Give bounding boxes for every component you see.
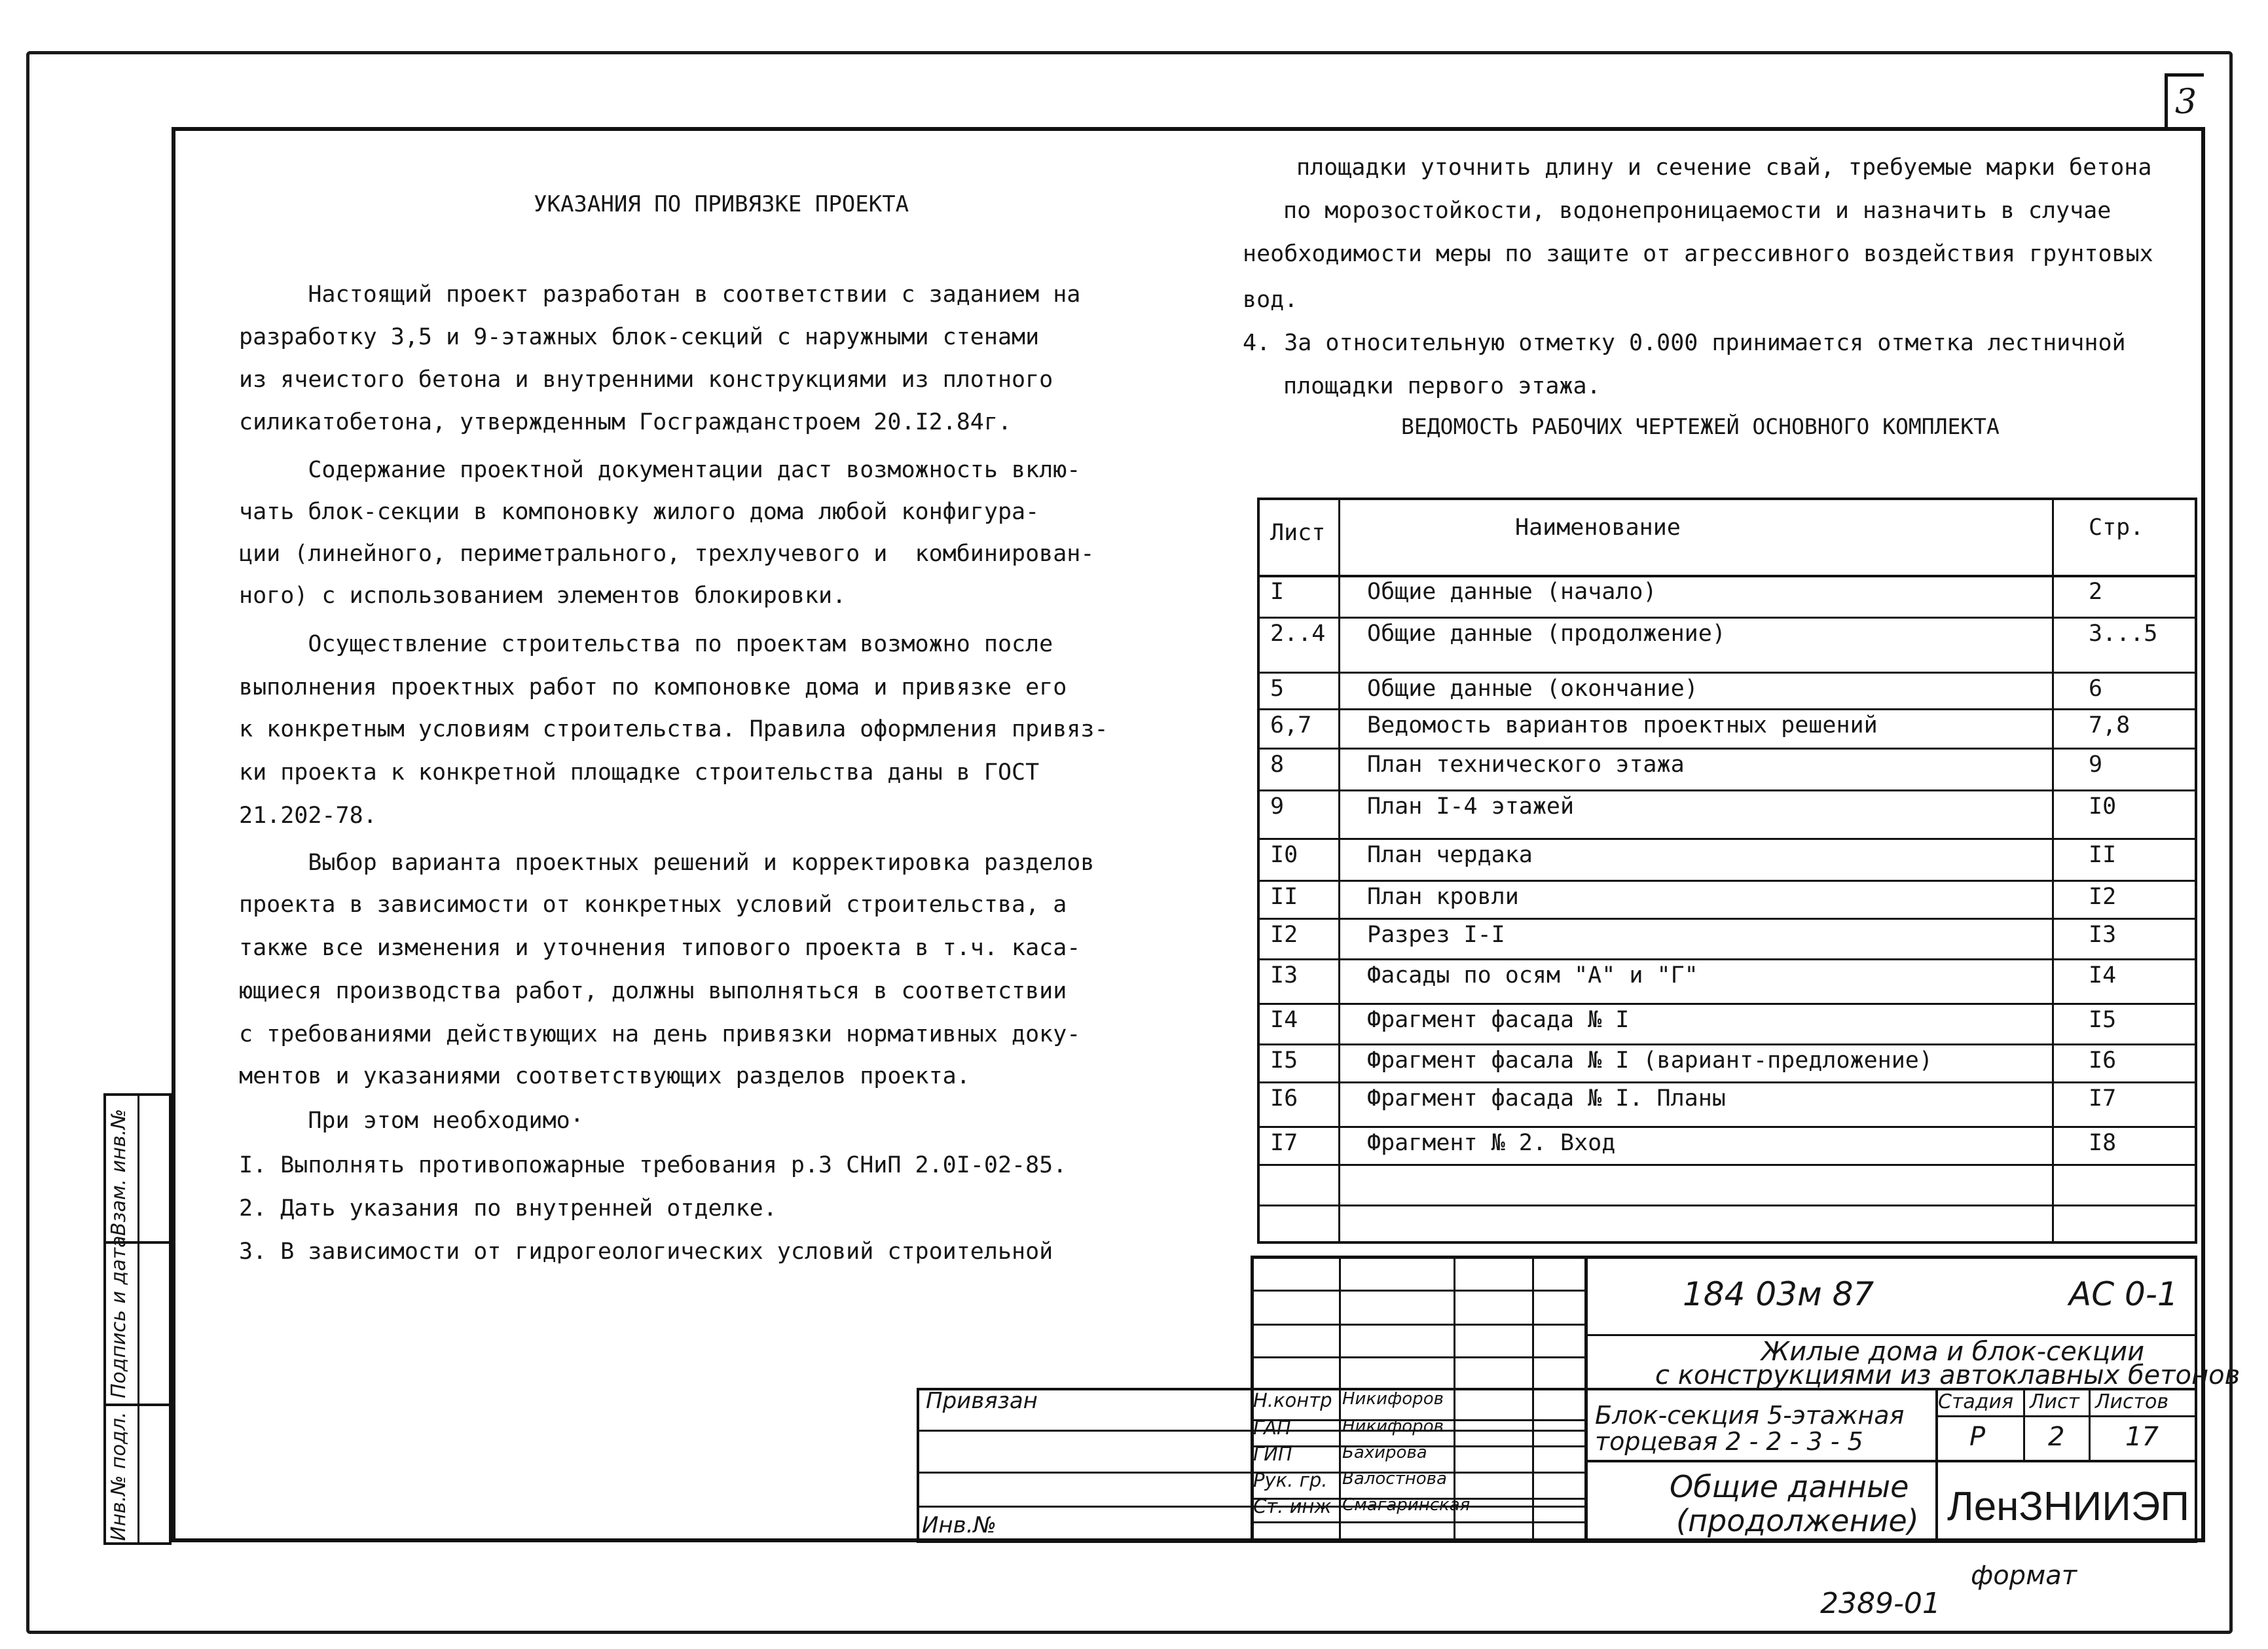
header-sheet: Лист [1270,520,1326,546]
drawing-sheet-cell: 8 [1270,752,1285,778]
left-text-line: проекта в зависимости от конкретных условий строительства, а [239,892,1067,918]
drawing-name-cell: Фрагмент фасала № I (вариант-предложение) [1367,1047,1933,1074]
sheet-header: Лист [2030,1390,2080,1413]
drawing-page-cell: I2 [2089,884,2117,910]
drawing-sheet-cell: I [1270,579,1285,605]
drawing-name-cell: План кровли [1367,884,1519,910]
organization: ЛенЗНИИЭП [1947,1484,2189,1529]
drawing-name-cell: Разрез I-I [1367,922,1505,948]
left-text-line: Содержание проектной документации даст возможность вклю- [239,457,1081,483]
linked-label: Привязан [926,1388,1038,1414]
drawings-register-table [1257,498,2197,1244]
left-text-line: разработку 3,5 и 9-этажных блок-секций с наружными стенами [239,324,1040,350]
left-text-line: 2. Дать указания по внутренней отделке. [239,1195,777,1222]
drawing-page-cell: I5 [2089,1007,2117,1033]
drawing-sheet-cell: 6,7 [1270,712,1312,738]
drawing-page-cell: 2 [2089,579,2103,605]
left-text-line: Осуществление строительства по проектам возможно после [239,631,1053,657]
drawing-name-cell: Фасады по осям "А" и "Г" [1367,962,1698,988]
left-text-line: При этом необходимо· [239,1108,584,1134]
drawing-page-cell: I6 [2089,1047,2117,1074]
left-text-line: ющиеся производства работ, должны выполняться в соответствии [239,978,1067,1004]
drawing-sheet-cell: I7 [1270,1130,1298,1156]
drawing-sheet-cell: 2..4 [1270,621,1326,647]
drawing-name-cell: Ведомость вариантов проектных решений [1367,712,1878,738]
drawing-sheet-cell: 5 [1270,676,1285,702]
sheets-value: 17 [2125,1422,2159,1452]
left-text-line: ки проекта к конкретной площадке строительства даны в ГОСТ [239,759,1040,786]
sheet-title-line-2: (продолжение) [1676,1503,1919,1538]
sheet-title-line-1: Общие данные [1670,1469,1909,1504]
role-label: ГИП [1253,1443,1292,1465]
drawing-page-cell: 9 [2089,752,2103,778]
drawing-name-cell: Общие данные (окончание) [1367,676,1698,702]
left-text-line: 3. В зависимости от гидрогеологических условий строительной [239,1239,1053,1265]
drawing-sheet-cell: I4 [1270,1007,1298,1033]
left-text-line: ного) с использованием элементов блокировки. [239,583,847,609]
role-label: Рук. гр. [1253,1469,1328,1491]
project-code: 184 03м 87 [1683,1275,1875,1313]
right-text-line: площадки уточнить длину и сечение свай, требуемые марки бетона [1296,154,2152,181]
right-text-line: вод. [1243,287,1298,313]
left-text-line: чать блок-секции в компоновку жилого дома любой конфигура- [239,499,1040,525]
stamp-inv-original: Инв.№ подл. [107,1411,130,1541]
left-text-line: выполнения проектных работ по компоновке дома и привязке его [239,674,1067,700]
inv-label: Инв.№ [922,1512,997,1538]
drawing-name-cell: План технического этажа [1367,752,1685,778]
drawing-page-cell: 7,8 [2089,712,2131,738]
drawing-sheet-cell: I2 [1270,922,1298,948]
drawing-sheet-cell: I0 [1270,842,1298,868]
section-line-1: Блок-секция 5-этажная [1595,1401,1905,1430]
stage-value: Р [1969,1422,1986,1452]
stage-header: Стадия [1938,1390,2014,1413]
stamp-signature-date: Подпись и дата [107,1235,130,1398]
sheets-header: Листов [2095,1390,2169,1413]
role-label: ГАП [1253,1417,1291,1439]
drawing-name-cell: Общие данные (начало) [1367,579,1657,605]
drawing-name-cell: Фрагмент № 2. Вход [1367,1130,1616,1156]
object-line-2: с конструкциями из автоклавных бетонов [1655,1360,2241,1390]
left-text-line: из ячеистого бетона и внутренними конструкциями из плотного [239,367,1053,393]
drawing-sheet-cell: I3 [1270,962,1298,988]
sheet-code: АС 0-1 [2069,1275,2178,1313]
left-text-line: Настоящий проект разработан в соответствии с заданием на [239,281,1081,308]
right-text-line: необходимости меры по защите от агрессивного воздействия грунтовых [1243,241,2153,267]
stamp-replaced-inv: Взам. инв.№ [107,1108,130,1236]
right-text-line: по морозостойкости, водонепроницаемости и назначить в случае [1283,198,2112,224]
drawing-sheet-cell: II [1270,884,1298,910]
left-text-line: силикатобетона, утвержденным Госгражданстроем 20.I2.84г. [239,409,1012,435]
format-label: формат [1971,1561,2077,1591]
table-title: ВЕДОМОСТЬ РАБОЧИХ ЧЕРТЕЖЕЙ ОСНОВНОГО КОМПЛЕКТА [1401,414,2000,439]
left-text-line: также все изменения и уточнения типового проекта в т.ч. каса- [239,935,1081,961]
left-text-line: 21.202-78. [239,803,377,829]
section-title: УКАЗАНИЯ ПО ПРИВЯЗКЕ ПРОЕКТА [534,191,909,217]
drawing-name-cell: План I-4 этажей [1367,793,1575,820]
header-page: Стр. [2089,515,2144,541]
drawing-name-cell: Общие данные (продолжение) [1367,621,1726,647]
left-text-line: I. Выполнять противопожарные требования р.3 СНиП 2.0I-02-85. [239,1152,1067,1178]
role-name: Валостнова [1342,1469,1447,1489]
left-text-line: ментов и указаниями соответствующих разделов проекта. [239,1063,970,1089]
drawing-name-cell: Фрагмент фасада № I. Планы [1367,1085,1726,1112]
drawing-page-cell: II [2089,842,2117,868]
left-text-line: с требованиями действующих на день привязки нормативных доку- [239,1021,1081,1047]
role-name: Никифоров [1342,1389,1444,1409]
role-label: Ст. инж [1253,1495,1332,1517]
archive-number: 2389-01 [1820,1587,1941,1620]
role-name: Смагаринская [1342,1495,1471,1515]
side-stamp [103,1093,172,1545]
sheet-value: 2 [2048,1422,2065,1452]
right-text-line: площадки первого этажа. [1283,373,1601,399]
drawing-name-cell: Фрагмент фасада № I [1367,1007,1630,1033]
section-line-2: торцевая 2 - 2 - 3 - 5 [1595,1427,1863,1456]
role-name: Никифоров [1342,1417,1444,1436]
drawing-page-cell: I4 [2089,962,2117,988]
drawing-sheet-cell: I6 [1270,1085,1298,1112]
drawing-page-cell: I3 [2089,922,2117,948]
header-name: Наименование [1515,515,1681,541]
right-text-line: 4. За относительную отметку 0.000 принимается отметка лестничной [1243,330,2126,356]
left-text-line: Выбор варианта проектных решений и корректировка разделов [239,850,1095,876]
drawing-sheet-cell: I5 [1270,1047,1298,1074]
title-block [917,1256,2241,1542]
left-text-line: ции (линейного, периметрального, трехлучевого и комбинирован- [239,541,1095,567]
drawing-page-cell: I7 [2089,1085,2117,1112]
drawing-page-cell: I8 [2089,1130,2117,1156]
drawing-page-cell: 6 [2089,676,2103,702]
drawing-name-cell: План чердака [1367,842,1533,868]
role-label: Н.контр [1253,1389,1332,1411]
role-name: Бахирова [1342,1443,1427,1462]
drawing-page-cell: 3...5 [2089,621,2158,647]
sheet-corner-number: 3 [2165,73,2204,127]
left-text-line: к конкретным условиям строительства. Правила оформления привяз- [239,716,1108,742]
object-line-1: Жилые дома и блок-секции [1761,1337,2145,1367]
drawing-page-cell: I0 [2089,793,2117,820]
drawing-sheet-cell: 9 [1270,793,1285,820]
